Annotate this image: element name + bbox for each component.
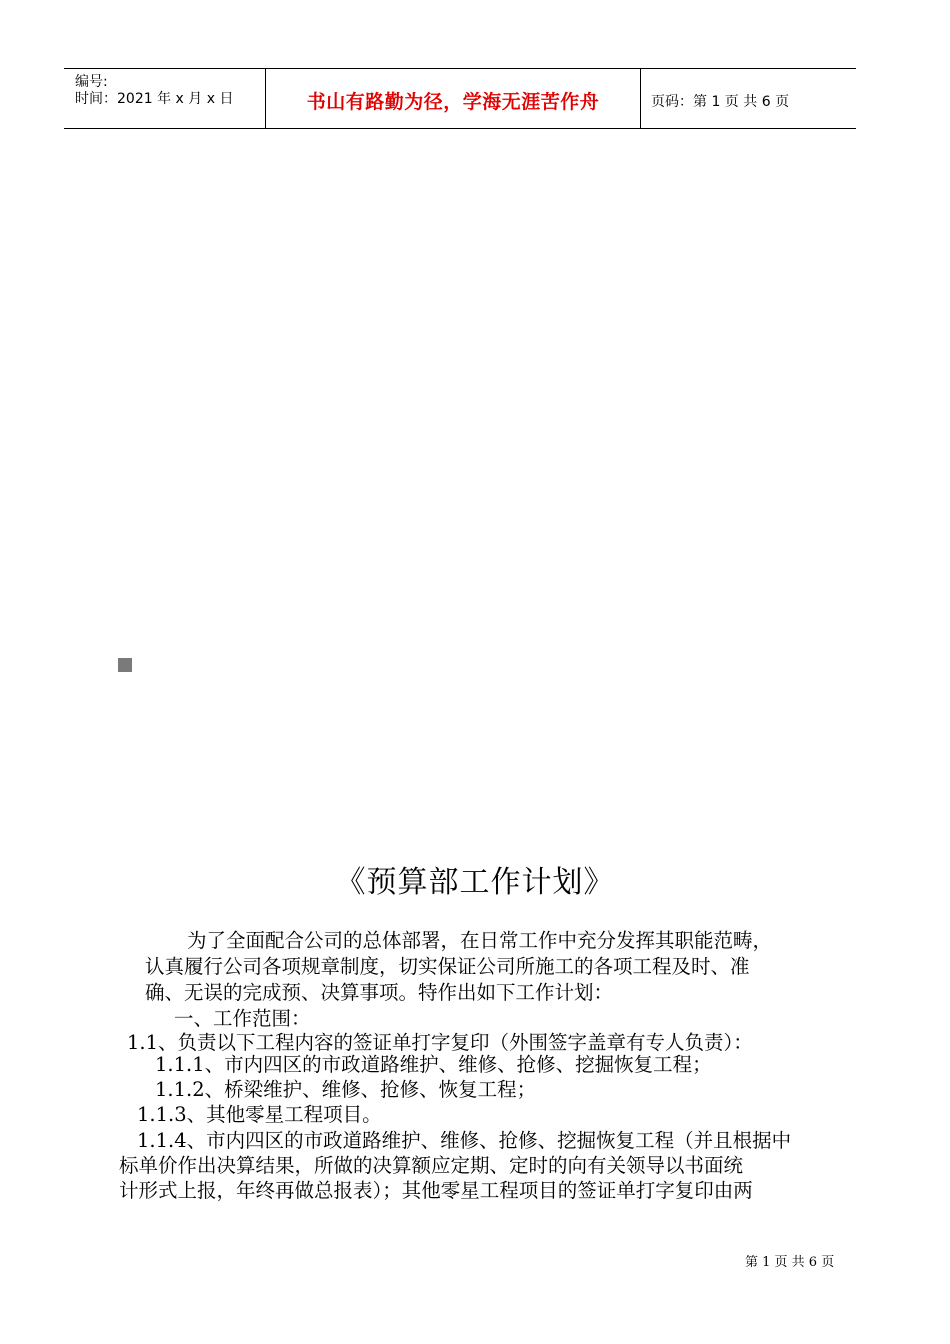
page-footer: 第 1 页 共 6 页 (745, 1255, 835, 1270)
header-info-cell (64, 69, 266, 128)
list-item: 1.1.1、市内四区的市政道路维护、维修、抢修、挖掘恢复工程； (155, 1053, 712, 1076)
header-motto-cell (266, 69, 641, 128)
paragraph-line: 认真履行公司各项规章制度，切实保证公司所施工的各项工程及时、准 (145, 955, 750, 978)
paragraph-line: 确、无误的完成预、决算事项。特作出如下工作计划： (145, 981, 614, 1004)
paragraph-line: 为了全面配合公司的总体部署，在日常工作中充分发挥其职能范畴， (187, 929, 773, 952)
list-item-continuation: 标单价作出决算结果，所做的决算额应定期、定时的向有关领导以书面统 (119, 1154, 744, 1177)
page-code-text: 页码：第 1 页 共 6 页 (651, 94, 790, 110)
date-text: 时间：2021 年 x 月 x 日 (75, 91, 234, 107)
header-page-cell (641, 69, 856, 128)
section-heading: 一、工作范围： (174, 1007, 311, 1030)
list-item: 1.1、负责以下工程内容的签证单打字复印（外围签字盖章有专人负责）： (127, 1031, 753, 1054)
list-item: 1.1.4、市内四区的市政道路维护、维修、抢修、挖掘恢复工程（并且根据中 (137, 1129, 792, 1152)
motto-text: 书山有路勤为径，学海无涯苦作舟 (306, 91, 600, 113)
list-item: 1.1.2、桥梁维护、维修、抢修、恢复工程； (155, 1078, 537, 1101)
list-item-continuation: 计形式上报，年终再做总报表）；其他零星工程项目的签证单打字复印由两 (119, 1179, 753, 1202)
grey-square-icon (118, 658, 132, 672)
list-item: 1.1.3、其他零星工程项目。 (137, 1103, 382, 1126)
page-header (64, 68, 856, 129)
document-title: 《预算部工作计划》 (335, 865, 615, 900)
serial-number-label: 编号: (75, 74, 108, 90)
